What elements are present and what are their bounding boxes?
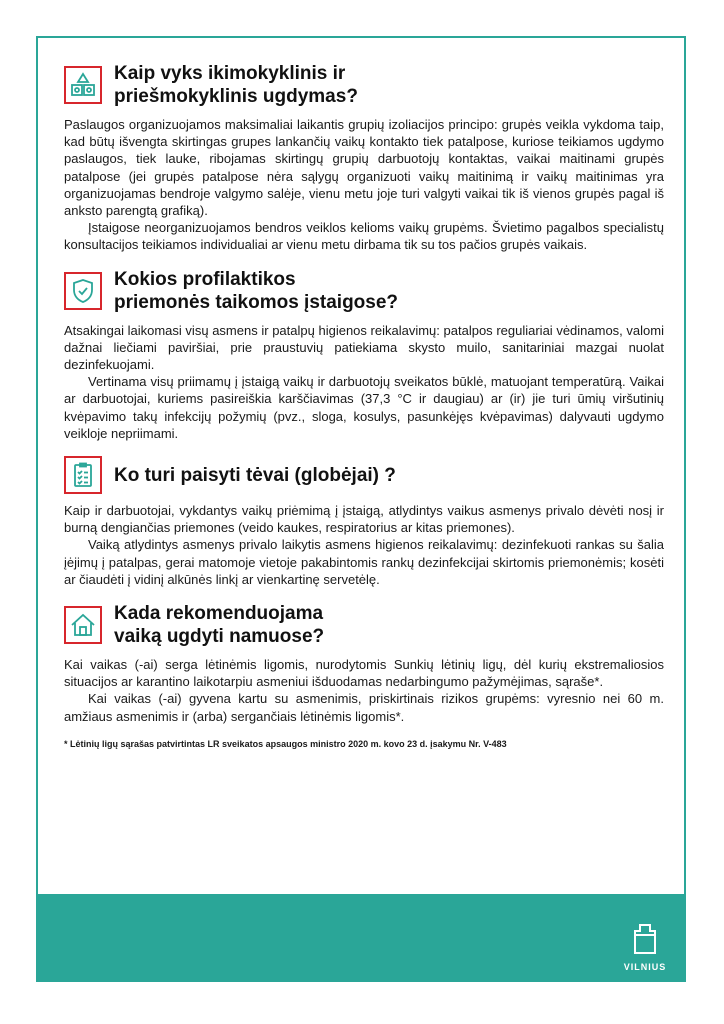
heading-line-2: priemonės taikomos įstaigose? xyxy=(114,291,399,313)
vilnius-logo xyxy=(620,921,670,972)
section-paragraph: Vaiką atlydintys asmenys privalo laikytis asmens higienos reikalavimų: dezinfekuoti rankas su šalia įėjimų į patalpas, gerai matomoje vietoje pakabintomis rankų dezinfekcijai skirtomis priemonėmis; kosėti ar čiaudėti į vidinį alkūnės linkį ar vienkartinę servetėlę. xyxy=(64,537,664,587)
document-content xyxy=(64,62,664,749)
section-header xyxy=(64,62,664,108)
tower-icon xyxy=(630,921,660,955)
section-paragraph: Kai vaikas (-ai) serga lėtinėmis ligomis, nurodytomis Sunkių lėtinių ligų, dėl kurių ekstremaliosios situacijos ar karantino laikotarpiu asmeniui išduodamas nedarbingumo pažymėjimas, sąraše*. xyxy=(64,657,664,690)
section-preschool-education xyxy=(64,62,664,254)
heading-line-1: Kokios profilaktikos xyxy=(114,268,296,290)
section-heading xyxy=(114,62,358,108)
section-parents-guidelines xyxy=(64,456,664,588)
heading-line-1: Kada rekomenduojama xyxy=(114,603,324,625)
section-heading xyxy=(114,268,398,314)
logo-text: VILNIUS xyxy=(623,962,667,972)
section-header xyxy=(64,456,664,494)
heading-line-2: priešmokyklinis ugdymas? xyxy=(114,86,358,107)
section-paragraph: Vertinama visų priimamų į įstaigą vaikų ir darbuotojų sveikatos būklė, matuojant temperatūrą. Vaikai ar darbuotojai, kuriems pasireiškia karščiavimas (37,3 °C ir daugiau) ar (ir) jie turi ūmių viršutinių kvėpavimo takų infekcijų požymių (pvz., sloga, kosulys, pasunkėjęs kvėpavimas) dalyvauti ugdymo veikloje nepriimami. xyxy=(64,374,664,441)
heading-line-1: Kaip vyks ikimokyklinis ir xyxy=(114,63,346,84)
section-paragraph: Kai vaikas (-ai) gyvena kartu su asmenimis, priskirtinais rizikos grupėms: vyresnio nei 60 m. amžiaus asmenimis ir (arba) sergančiais lėtinėmis ligomis*. xyxy=(64,691,664,724)
section-header xyxy=(64,602,664,648)
blocks-icon xyxy=(64,66,102,104)
footnote: * Lėtinių ligų sąrašas patvirtintas LR sveikatos apsaugos ministro 2020 m. kovo 23 d. įsakymu Nr. V-483 xyxy=(64,738,507,749)
section-paragraph: Paslaugos organizuojamos maksimaliai laikantis grupių izoliacijos principo: grupės veikla vykdoma taip, kad būtų išvengta skirtingas grupes lankančių vaikų kontakto tiek patalpose, kuriose teikiamos ugdymo paslaugos, tiek lauke, ribojamas skirtingų grupių darbuotojų kontaktas, vaikai maitinami grupės patalpose (jei grupės patalpose nėra sąlygų organizuoti vaikų maitinimą ir vaikų maitinimas yra organizuojamas bendroje valgymo salėje, vienu metu joje turi valgyti vaikai tik iš vienos grupės pagal iš anksto parengtą grafiką). xyxy=(64,117,664,219)
section-heading xyxy=(114,464,396,487)
checklist-icon xyxy=(64,456,102,494)
section-paragraph: Atsakingai laikomasi visų asmens ir patalpų higienos reikalavimų: patalpos reguliariai vėdinamos, valomi dažnai liečiami paviršiai, prie praustuvių patiekiama skysto muilo, sanitariniai mazgai nuolat dezinfekuojami. xyxy=(64,322,664,373)
section-prevention-measures xyxy=(64,268,664,442)
section-heading xyxy=(114,602,324,648)
heading-line-1: Ko turi paisyti tėvai (globėjai) ? xyxy=(114,464,396,486)
heading-line-2: vaiką ugdyti namuose? xyxy=(114,626,325,648)
section-paragraph: Įstaigose neorganizuojamos bendros veiklos kelioms vaikų grupėms. Švietimo pagalbos specialistų konsultacijos teikiamos individualiai ar vienu metu dirbama tik su tos pačios grupės vaikais. xyxy=(64,220,664,253)
footer-bar xyxy=(38,894,684,980)
section-paragraph: Kaip ir darbuotojai, vykdantys vaikų priėmimą į įstaigą, atlydintys vaikus asmenys privalo dėvėti nosį ir burną dengiančias priemones (veido kaukes, respiratorius ar kitas priemones). xyxy=(64,503,664,536)
page-frame xyxy=(36,36,686,982)
section-header xyxy=(64,268,664,314)
section-home-education xyxy=(64,602,664,725)
house-icon xyxy=(64,606,102,644)
shield-check-icon xyxy=(64,272,102,310)
